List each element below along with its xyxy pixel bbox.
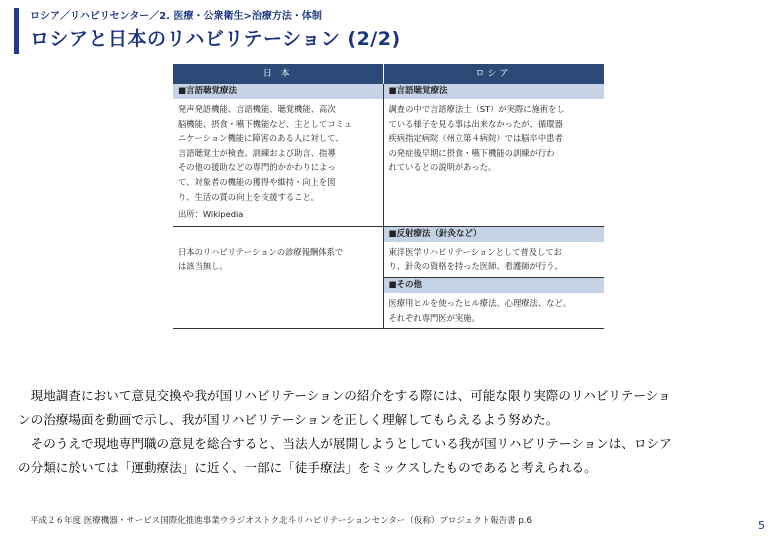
- source-note: 出所：Wikipedia: [178, 209, 244, 220]
- paragraph-line: の分類に於いては「運動療法」に近く、一部に「徒手療法」をミックスしたものであると考えられる。: [18, 460, 597, 475]
- paragraph-line: ンの治療場面を動画で示し、我が国リハビリテーションを正しく理解してもらえるよう努めた。: [18, 412, 559, 427]
- russia-speech-therapy-title: ■言語聴覚療法: [384, 84, 605, 99]
- text-line: その他の援助などの専門的かかわりによっ: [178, 162, 336, 173]
- japan-speech-therapy-cell: [173, 84, 383, 226]
- text-line: 日本のリハビリテーションの診療報酬体系で: [178, 246, 344, 257]
- text-line: 調査の中で言語療法士（ST）が実際に施術をし: [388, 104, 565, 114]
- page-title: ロシアと日本のリハビリテーション (2/2): [30, 28, 401, 50]
- text-line: それぞれ専門医が実施。: [388, 312, 480, 323]
- russia-reflex-therapy-text: [384, 242, 605, 277]
- russia-other-text: [384, 293, 605, 328]
- text-line: の発症後早期に摂食・嚥下機能の訓練が行わ: [388, 147, 555, 158]
- text-line: は該当無し。: [178, 261, 228, 272]
- text-line: れているとの説明があった。: [388, 162, 497, 173]
- column-header-russia: ロシア: [383, 64, 604, 84]
- body-paragraph-1: [18, 384, 768, 432]
- table-row: [173, 84, 604, 226]
- text-line: 医療用ヒルを使ったヒル療法、心理療法、など。: [388, 297, 572, 308]
- text-line: 発声発語機能、言語機能、聴覚機能、高次: [178, 104, 336, 114]
- text-line: 疾病指定病院（州立第４病院）では脳卒中患者: [388, 133, 563, 144]
- russia-reflex-therapy-title: ■反射療法（針灸など）: [384, 227, 605, 242]
- text-line: 脳機能、摂食・嚥下機能など、主としてコミュ: [178, 118, 353, 129]
- text-line: 東洋医学リハビリテーションとして普及してお: [388, 246, 562, 257]
- comparison-table: [173, 64, 605, 329]
- japan-speech-therapy-text: [173, 99, 383, 207]
- paragraph-line: 現地調査において意見交換や我が国リハビリテーションの紹介をする際には、可能な限り実際のリハビリテーショ: [18, 388, 671, 403]
- text-line: て、対象者の機能の獲得や維持・向上を図: [178, 176, 336, 187]
- japan-other-cell: [173, 226, 383, 328]
- russia-speech-therapy-cell: [383, 84, 604, 226]
- breadcrumb: ロシア／リハビリセンター／2. 医療・公衆衛生>治療方法・体制: [30, 11, 322, 22]
- japan-other-text: [173, 242, 383, 277]
- text-line: ニケーション機能に障害のある人に対して、: [178, 133, 344, 144]
- russia-other-cell: [383, 226, 604, 328]
- japan-speech-therapy-title: ■言語聴覚療法: [173, 84, 383, 99]
- footer-citation: 平成２６年度 医療機器・サービス国際化推進事業ウラジオストク北斗リハビリテーションセンター（仮称）プロジェクト報告書 p.6: [30, 516, 532, 526]
- text-line: 言語聴覚士が検査、訓練および助言、指導: [178, 147, 336, 158]
- body-paragraph-2: [18, 432, 768, 480]
- text-line: り、針灸の資格を持った医師、看護師が行う。: [388, 261, 563, 272]
- text-line: ている様子を見る事は出来なかったが、循環器: [388, 118, 563, 129]
- russia-other-title: ■その他: [384, 278, 605, 293]
- page-number: 5: [758, 519, 765, 532]
- table-row: [173, 226, 604, 328]
- title-accent-bar: [14, 8, 19, 54]
- column-header-japan: 日 本: [173, 64, 383, 84]
- russia-speech-therapy-text: [384, 99, 605, 178]
- text-line: り、生活の質の向上を支援すること。: [178, 191, 320, 202]
- table-header-row: [173, 64, 604, 84]
- paragraph-line: そのうえで現地専門職の意見を総合すると、当法人が展開しようとしている我が国リハビリテーションは、ロシア: [18, 436, 672, 451]
